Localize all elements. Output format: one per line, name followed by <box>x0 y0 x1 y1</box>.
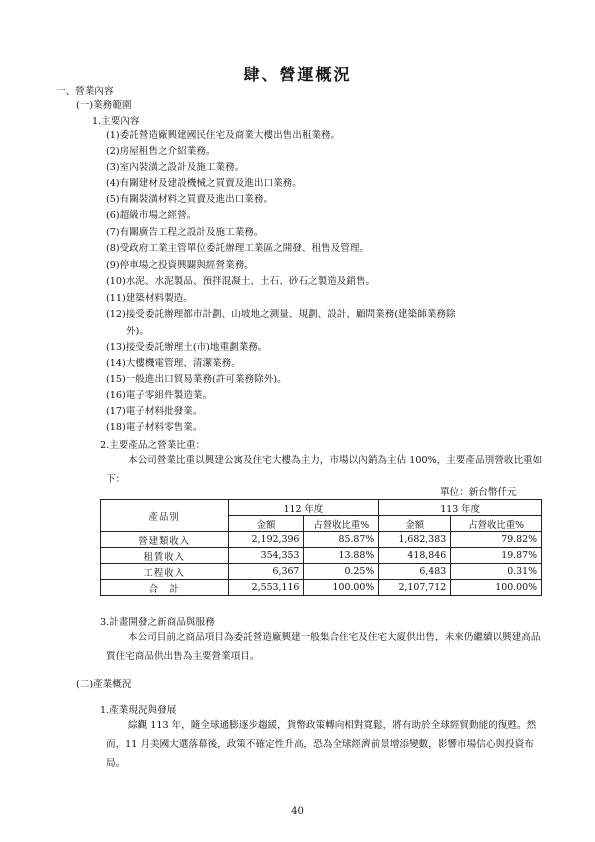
cell-amount-112: 354,353 <box>228 548 304 564</box>
business-list-item: (10)水泥、水泥製品、預拌混凝土、土石、砂石之製造及銷售。 <box>106 276 376 287</box>
cell-row-label: 合 計 <box>101 580 229 596</box>
business-list-item: (9)停車場之投資興闢與經營業務。 <box>106 260 254 271</box>
section-heading-business-content: 一、營業內容 <box>56 86 114 97</box>
business-list-item: (11)建築材料製造。 <box>106 293 193 304</box>
subsection-heading-business-scope: (一)業務範圍 <box>76 100 132 111</box>
business-list-item: (16)電子零組件製造業。 <box>106 390 213 401</box>
new-products-paragraph: 本公司目前之商品項目為委託營造廠興建一般集合住宅及住宅大廈供出售，未來仍繼續以興建高品質住宅商品供出售為主要營業項目。 <box>106 632 541 662</box>
business-list-item: (18)電子材料零售業。 <box>106 422 203 433</box>
cell-amount-113: 1,682,383 <box>379 532 451 548</box>
business-list-item: (8)受政府工業主管單位委託辦理工業區之開發、租售及管理。 <box>106 243 370 254</box>
page-title: 肆、營運概況 <box>243 65 352 84</box>
table-row <box>101 548 542 564</box>
table-subheader-ratio: 占營收比重% <box>451 516 542 532</box>
cell-row-label: 營建類收入 <box>101 532 229 548</box>
business-list-item: (4)有關建材及建設機械之買賣及進出口業務。 <box>106 178 302 189</box>
unit-label: 單位：新台幣仟元 <box>440 487 517 498</box>
industry-status-paragraph: 綜觀 113 年，隨全球通膨逐步趨緩，貨幣政策轉向相對寬鬆，將有助於全球經貿動能的復甦。然而，11 月美國大選落幕後，政策不確定性升高，恐為全球經濟前景增添變數，影響市場信心與投資布局。 <box>106 720 537 769</box>
table-row <box>101 580 542 596</box>
cell-amount-112: 2,192,396 <box>228 532 304 548</box>
cell-amount-112: 6,367 <box>228 564 304 580</box>
item-heading-new-products: 3.計畫開發之新商品與服務 <box>100 617 215 628</box>
business-list-item: (1)委託營造廠興建國民住宅及商業大樓出售出租業務。 <box>106 130 341 141</box>
table-subheader-amount: 金額 <box>379 516 451 532</box>
cell-amount-113: 418,846 <box>379 548 451 564</box>
table-subheader-amount: 金額 <box>228 516 304 532</box>
business-list-item: (15)一般進出口貿易業務(許可業務除外)。 <box>106 374 287 385</box>
cell-ratio-112: 85.87% <box>304 532 379 548</box>
business-list-item: (2)房屋租售之介紹業務。 <box>106 146 216 157</box>
cell-ratio-113: 19.87% <box>451 548 542 564</box>
table-row <box>101 532 542 548</box>
item-heading-product-ratio: 2.主要產品之營業比重： <box>100 440 206 451</box>
cell-ratio-112: 100.00% <box>304 580 379 596</box>
business-list-item: (7)有關廣告工程之設計及施工業務。 <box>106 227 264 238</box>
product-ratio-paragraph: 本公司營業比重以興建公寓及住宅大樓為主力，市場以內銷為主佔 100%，主要產品別營收比重如下： <box>106 455 543 485</box>
cell-ratio-112: 13.88% <box>304 548 379 564</box>
table-row <box>101 564 542 580</box>
subsection-heading-industry: (二)產業概況 <box>76 679 132 690</box>
cell-row-label: 工程收入 <box>101 564 229 580</box>
business-list-item: (6)超級市場之經營。 <box>106 210 197 221</box>
cell-amount-113: 6,483 <box>379 564 451 580</box>
table-subheader-ratio: 占營收比重% <box>304 516 379 532</box>
table-header-year-112: 112 年度 <box>228 500 379 516</box>
business-list-item: (13)接受委託辦理土(市)地重劃業務。 <box>106 342 268 353</box>
cell-ratio-112: 0.25% <box>304 564 379 580</box>
table-header-product: 產品別 <box>101 500 229 532</box>
business-list-item: (14)大樓機電管理、清潔業務。 <box>106 358 241 369</box>
revenue-table <box>100 499 542 596</box>
business-list-item: (3)室內裝潢之設計及施工業務。 <box>106 162 245 173</box>
table-header-year-113: 113 年度 <box>379 500 542 516</box>
cell-ratio-113: 0.31% <box>451 564 542 580</box>
cell-ratio-113: 79.82% <box>451 532 542 548</box>
business-list-item: (17)電子材料批發業。 <box>106 406 203 417</box>
business-list-item: (12)接受委託辦理都市計劃、山坡地之測量、規劃、設計、顧問業務(建築師業務除 <box>106 309 456 320</box>
page-number: 40 <box>291 806 304 817</box>
item-heading-main-content: 1.主要內容 <box>92 116 140 127</box>
cell-ratio-113: 100.00% <box>451 580 542 596</box>
item-heading-industry-status: 1.產業現況與發展 <box>100 705 177 716</box>
business-list-item: 外)。 <box>126 326 149 337</box>
business-list-item: (5)有關裝潢材料之買賣及進出口業務。 <box>106 194 274 205</box>
cell-amount-113: 2,107,712 <box>379 580 451 596</box>
cell-amount-112: 2,553,116 <box>228 580 304 596</box>
cell-row-label: 租賃收入 <box>101 548 229 564</box>
